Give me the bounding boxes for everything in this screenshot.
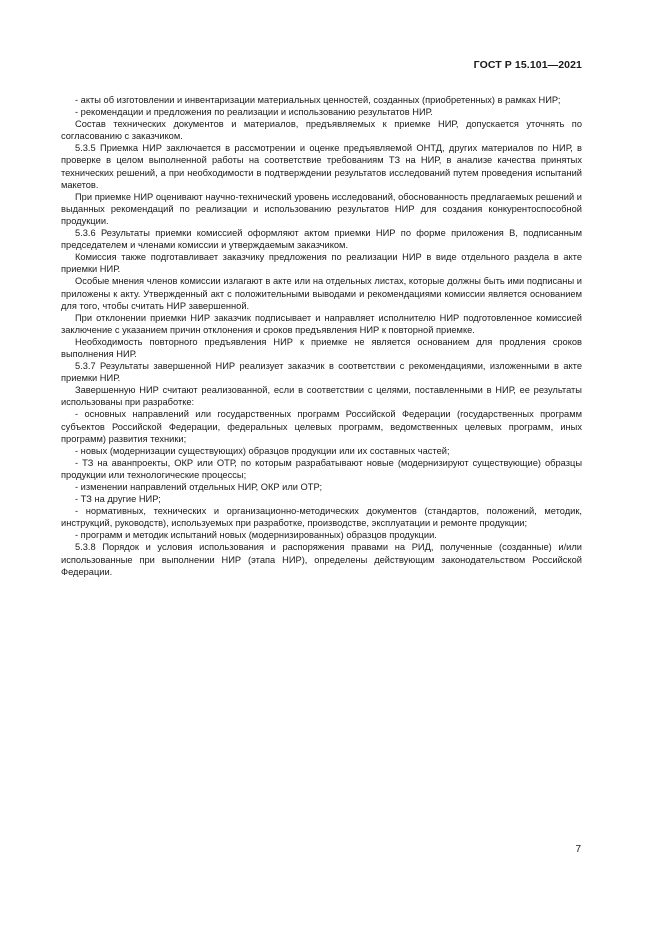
paragraph: При приемке НИР оценивают научно-технический уровень исследований, обоснованность предлагаемых решений и выданных рекомендаций по реализации и использованию результатов НИР для создания конкурентоспособной продукции.	[61, 191, 582, 226]
paragraph: Необходимость повторного предъявления НИР к приемке не является основанием для продления сроков выполнения НИР.	[61, 336, 582, 359]
paragraph: - изменении направлений отдельных НИР, ОКР или ОТР;	[75, 482, 323, 492]
paragraph: - новых (модернизации существующих) образцов продукции или их составных частей;	[75, 445, 450, 456]
paragraph: - основных направлений или государственных программ Российской Федерации (государственных программ субъектов Российской Федерации, федеральных целевых программ, ведомственных целевых программ, иных программ) развития техники;	[61, 409, 582, 444]
paragraph: - ТЗ на другие НИР;	[75, 494, 161, 505]
paragraph: 5.3.8 Порядок и условия использования и распоряжения правами на РИД, полученные (созданные) и/или использованные при выполнении НИР (этапа НИР), определены действующим законодательством Российской Федерации.	[61, 542, 582, 577]
paragraph: - рекомендации и предложения по реализации и использованию результатов НИР.	[75, 107, 433, 118]
paragraph: - нормативных, технических и организационно-методических документов (стандартов, положений, методик, инструкций, руководств), используемых при разработке, производстве, эксплуатации и ремонте продукции;	[61, 506, 582, 529]
document-header: ГОСТ Р 15.101—2021	[473, 59, 582, 71]
paragraph: Завершенную НИР считают реализованной, если в соответствии с целями, поставленными в НИР, ее результаты использованы при разработке:	[61, 385, 582, 408]
document-body	[61, 94, 582, 578]
paragraph: - ТЗ на аванпроекты, ОКР или ОТР, по которым разрабатывают новые (модернизируют существующие) образцы продукции или технологические процессы;	[61, 457, 582, 480]
page-number: 7	[575, 844, 581, 855]
paragraph: - программ и методик испытаний новых (модернизированных) образцов продукции.	[75, 530, 437, 541]
paragraph: Состав технических документов и материалов, предъявляемых к приемке НИР, допускается уточнять по согласованию с заказчиком.	[61, 119, 582, 142]
paragraph: 5.3.5 Приемка НИР заключается в рассмотрении и оценке предъявляемой ОНТД, других материалов по НИР, в проверке в целом выполненной работы на соответствие требованиям ТЗ на НИР, в анализе качества принятых технических решений, а при необходимости в подтверждении результатов исследований путем проведения испытаний макетов.	[61, 143, 582, 190]
paragraph: 5.3.6 Результаты приемки комиссией оформляют актом приемки НИР по форме приложения В, подписанным председателем и членами комиссии и утверждаемым заказчиком.	[61, 228, 582, 251]
paragraph: При отклонении приемки НИР заказчик подписывает и направляет исполнителю НИР подготовленное комиссией заключение с указанием причин отклонения и сроков предъявления НИР к повторной приемке.	[61, 312, 582, 335]
paragraph: Особые мнения членов комиссии излагают в акте или на отдельных листах, которые должны быть ими подписаны и приложены к акту. Утвержденный акт с положительными выводами и рекомендациями комиссии является основанием для того, чтобы считать НИР завершенной.	[61, 276, 582, 311]
paragraph: Комиссия также подготавливает заказчику предложения по реализации НИР в виде отдельного раздела в акте приемки НИР.	[61, 252, 582, 275]
paragraph: - акты об изготовлении и инвентаризации материальных ценностей, созданных (приобретенных) в рамках НИР;	[75, 95, 561, 105]
paragraph: 5.3.7 Результаты завершенной НИР реализует заказчик в соответствии с рекомендациями, изложенными в акте приемки НИР.	[61, 361, 582, 384]
